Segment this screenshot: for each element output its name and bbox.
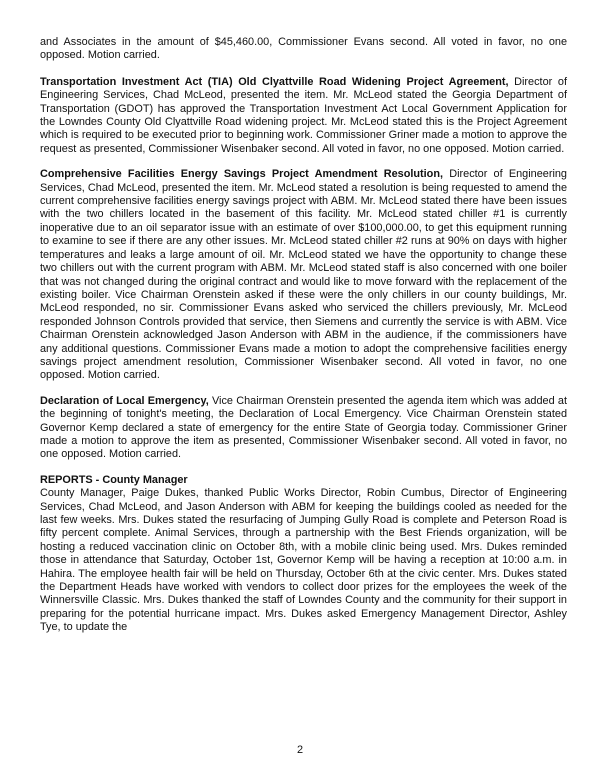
section-heading-reports: REPORTS - County Manager <box>40 473 188 486</box>
paragraph-continuation <box>40 36 567 63</box>
paragraph-text: County Manager, Paige Dukes, thanked Public Works Director, Robin Cumbus, Director of Engineering Services, Chad McLeod, and Jason Anderson with ABM for keeping the buildings cooled as needed for the last few weeks. Mrs. Dukes stated the resurfacing of Jumping Gully Road is complete and Peterson Road is fifty percent complete. Animal Services, through a partnership with the Best Friends organization, will be hosting a reduced vaccination clinic on October 8th, with a mobile clinic being used. Mrs. Dukes reminded those in attendance that Saturday, October 1st, Governor Kemp will be having a reception at 10:00 a.m. in Hahira. The employee health fair will be held on Thursday, October 6th at the civic center. Mrs. Dukes stated the Department Heads have worked with vendors to collect door prizes for the employees the week of the Winnersville Classic. Mrs. Dukes thanked the staff of Lowndes County and the community for their support in preparing for the potential hurricane impact. Mrs. Dukes asked Emergency Management Director, Ashley Tye, to update the <box>40 487 567 634</box>
paragraph-reports <box>40 487 567 634</box>
paragraph-text: and Associates in the amount of $45,460.00, Commissioner Evans second. All voted in favor, no one opposed. Motion carried. <box>40 36 567 62</box>
paragraph-heading: Transportation Investment Act (TIA) Old Clyattville Road Widening Project Agreement, <box>40 75 509 88</box>
paragraph-heading: Declaration of Local Emergency, <box>40 394 209 407</box>
paragraph-heading: Comprehensive Facilities Energy Savings Project Amendment Resolution, <box>40 168 444 181</box>
paragraph-energy-savings <box>40 168 567 383</box>
paragraph-tia-agreement <box>40 76 567 156</box>
paragraph-text: Director of Engineering Services, Chad McLeod, presented the item. Mr. McLeod stated the Georgia Department of Transportation (GDOT) has approved the Transportation Investment Act Local Government Application for the Lowndes County Old Clyattville Road widening project. Mr. McLeod stated this is the Project Agreement which is required to be executed prior to beginning work. Commissioner Griner made a motion to approve the request as presented, Commissioner Wisenbaker second. All voted in favor, no one opposed. Motion carried. <box>40 75 567 155</box>
paragraph-text: Vice Chairman Orenstein presented the agenda item which was added at the beginning of tonight's meeting, the Declaration of Local Emergency. Vice Chairman Orenstein stated Governor Kemp declared a state of emergency for the entire State of Georgia today. Commissioner Griner made a motion to approve the item as presented, Commissioner Wisenbaker second. All voted in favor, no one opposed. Motion carried. <box>40 394 567 461</box>
paragraph-text: Director of Engineering Services, Chad McLeod, presented the item. Mr. McLeod stated a resolution is being requested to amend the current comprehensive facilities energy savings project with ABM. Mr. McLeod stated there have been issues with the two chillers located in the basement of this facility. Mr. McLeod stated chiller #1 is currently inoperative due to an oil separator issue with an estimate of over $100,000.00, to get this equipment running to examine to see if there are any other issues. Mr. McLeod stated chiller #2 runs at 90% on days with higher temperatures and leaks a large amount of oil. Mr. McLeod stated we have the opportunity to change these two chillers out with the current program with ABM. Mr. McLeod stated staff is also concerned with one boiler that was not changed during the original contract and would like to move forward with the replacement of the existing boiler. Vice Chairman Orenstein asked if these were the only chillers in our county buildings, Mr. McLeod responded, no sir. Commissioner Evans asked who serviced the chillers previously, Mr. McLeod responded Johnson Controls provided that service, then Siemens and currently the service is with ABM. Vice Chairman Orenstein acknowledged Jason Anderson with ABM in the audience, if the commissioners have any additional questions. Commissioner Evans made a motion to adopt the comprehensive facilities energy savings project amendment resolution, Commissioner Wisenbaker second. All voted in favor, no one opposed. Motion carried. <box>40 168 567 382</box>
paragraph-local-emergency <box>40 395 567 462</box>
page-number: 2 <box>296 744 304 756</box>
page-content <box>40 36 567 647</box>
